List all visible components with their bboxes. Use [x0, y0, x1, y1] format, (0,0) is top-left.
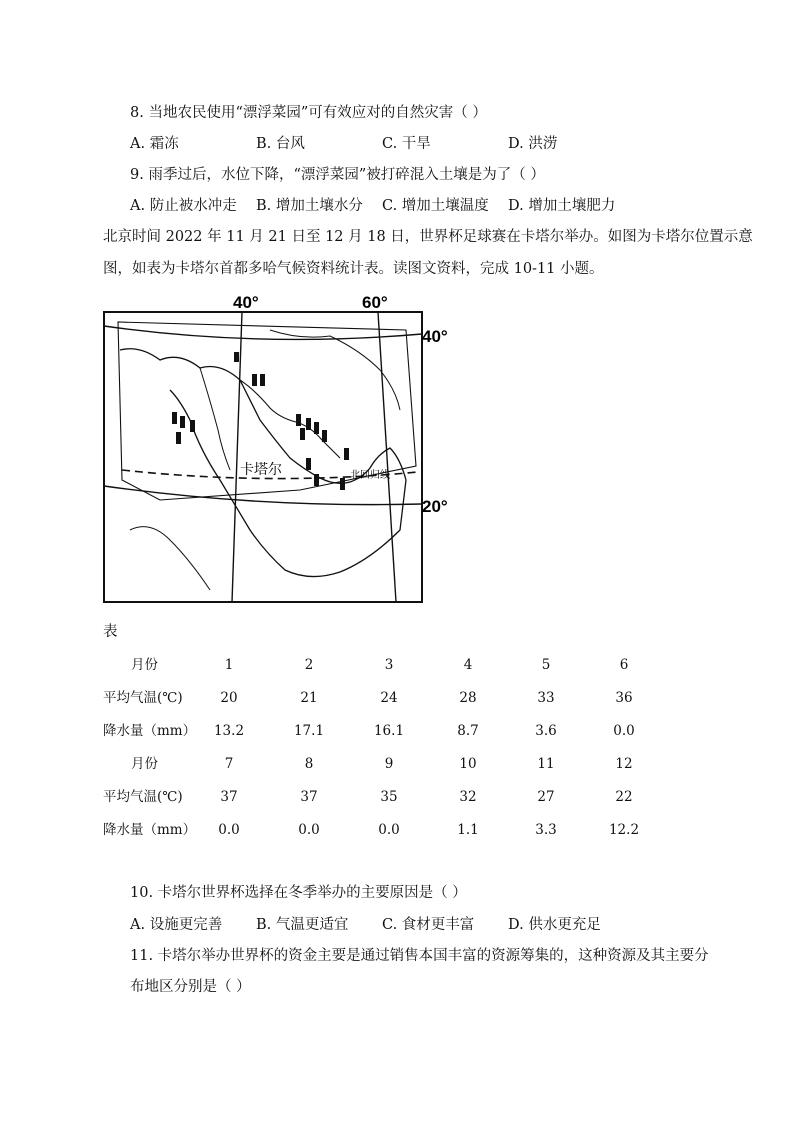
q10-option-a: A. 设施更完善: [130, 917, 223, 933]
month-cell: 4: [463, 657, 473, 673]
label-tropic: 北回归线: [350, 470, 390, 481]
precip-cell: 0.0: [378, 822, 400, 838]
temp-cell: 28: [459, 690, 477, 706]
month-cell: 8: [304, 756, 314, 772]
intro-line-1: 北京时间 2022 年 11 月 21 日至 12 月 18 日，世界杯足球赛在卡塔尔举办。如图为卡塔尔位置示意: [103, 229, 753, 245]
precip-cell: 0.0: [298, 822, 320, 838]
q9-option-b: B. 增加土壤水分: [256, 198, 363, 214]
q9-stem: 9. 雨季过后，水位下降，“漂浮菜园”被打碎混入土壤是为了（ ）: [130, 167, 545, 183]
temp-label-1: 平均气温(℃): [103, 690, 183, 706]
month-cell: 11: [537, 756, 555, 772]
intro-line-2: 图，如表为卡塔尔首都多哈气候资料统计表。读图文资料，完成 10-11 小题。: [103, 261, 604, 277]
temp-cell: 22: [615, 789, 633, 805]
label-lat-20: 20°: [422, 497, 448, 516]
q9-option-d: D. 增加土壤肥力: [508, 198, 616, 214]
q10-option-d: D. 供水更充足: [508, 917, 601, 933]
temp-cell: 36: [615, 690, 633, 706]
temp-cell: 24: [380, 690, 398, 706]
temp-cell: 32: [459, 789, 477, 805]
q11-stem-line-1: 11. 卡塔尔举办世界杯的资金主要是通过销售本国丰富的资源筹集的，这种资源及其主要分: [130, 948, 709, 964]
temp-cell: 37: [220, 789, 238, 805]
table-caption: 表: [103, 624, 118, 640]
precip-cell: 3.3: [535, 822, 557, 838]
q10-option-c: C. 食材更丰富: [382, 917, 475, 933]
precip-cell: 17.1: [293, 723, 325, 739]
precip-cell: 3.6: [535, 723, 557, 739]
precip-cell: 0.0: [613, 723, 635, 739]
q11-stem-line-2: 布地区分别是（ ）: [130, 979, 251, 995]
month-cell: 10: [459, 756, 477, 772]
month-cell: 2: [304, 657, 314, 673]
label-lon-60: 60°: [362, 293, 388, 312]
precip-label-2: 降水量（mm）: [103, 822, 197, 838]
precip-cell: 13.2: [213, 723, 245, 739]
temp-cell: 33: [537, 690, 555, 706]
temp-cell: 37: [300, 789, 318, 805]
precip-cell: 12.2: [608, 822, 640, 838]
precip-label-1: 降水量（mm）: [103, 723, 197, 739]
precip-cell: 8.7: [457, 723, 479, 739]
label-lat-40: 40°: [422, 327, 448, 346]
label-lon-40: 40°: [233, 293, 259, 312]
month-cell: 12: [615, 756, 633, 772]
month-cell: 7: [224, 756, 234, 772]
q9-option-a: A. 防止被水冲走: [130, 198, 237, 214]
month-cell: 5: [541, 657, 551, 673]
precip-cell: 1.1: [457, 822, 479, 838]
q8-stem: 8. 当地农民使用“漂浮菜园”可有效应对的自然灾害（ ）: [130, 105, 487, 121]
month-cell: 1: [224, 657, 234, 673]
month-label-2: 月份: [131, 756, 158, 772]
q8-option-a: A. 霜冻: [130, 136, 179, 152]
precip-cell: 16.1: [373, 723, 405, 739]
q8-option-d: D. 洪涝: [508, 136, 558, 152]
temp-cell: 20: [220, 690, 238, 706]
q8-option-c: C. 干旱: [382, 136, 431, 152]
temp-cell: 21: [300, 690, 318, 706]
month-cell: 9: [384, 756, 394, 772]
q10-stem: 10. 卡塔尔世界杯选择在冬季举办的主要原因是（ ）: [130, 885, 467, 901]
q10-option-b: B. 气温更适宜: [256, 917, 349, 933]
month-cell: 3: [384, 657, 394, 673]
temp-cell: 35: [380, 789, 398, 805]
precip-cell: 0.0: [218, 822, 240, 838]
map-frame: [104, 312, 422, 602]
temp-cell: 27: [537, 789, 555, 805]
q8-option-b: B. 台风: [256, 136, 305, 152]
temp-label-2: 平均气温(℃): [103, 789, 183, 805]
label-qatar: 卡塔尔: [240, 462, 282, 478]
month-label-1: 月份: [131, 657, 158, 673]
month-cell: 6: [619, 657, 629, 673]
qatar-location-map: [100, 290, 460, 610]
q9-option-c: C. 增加土壤温度: [382, 198, 489, 214]
